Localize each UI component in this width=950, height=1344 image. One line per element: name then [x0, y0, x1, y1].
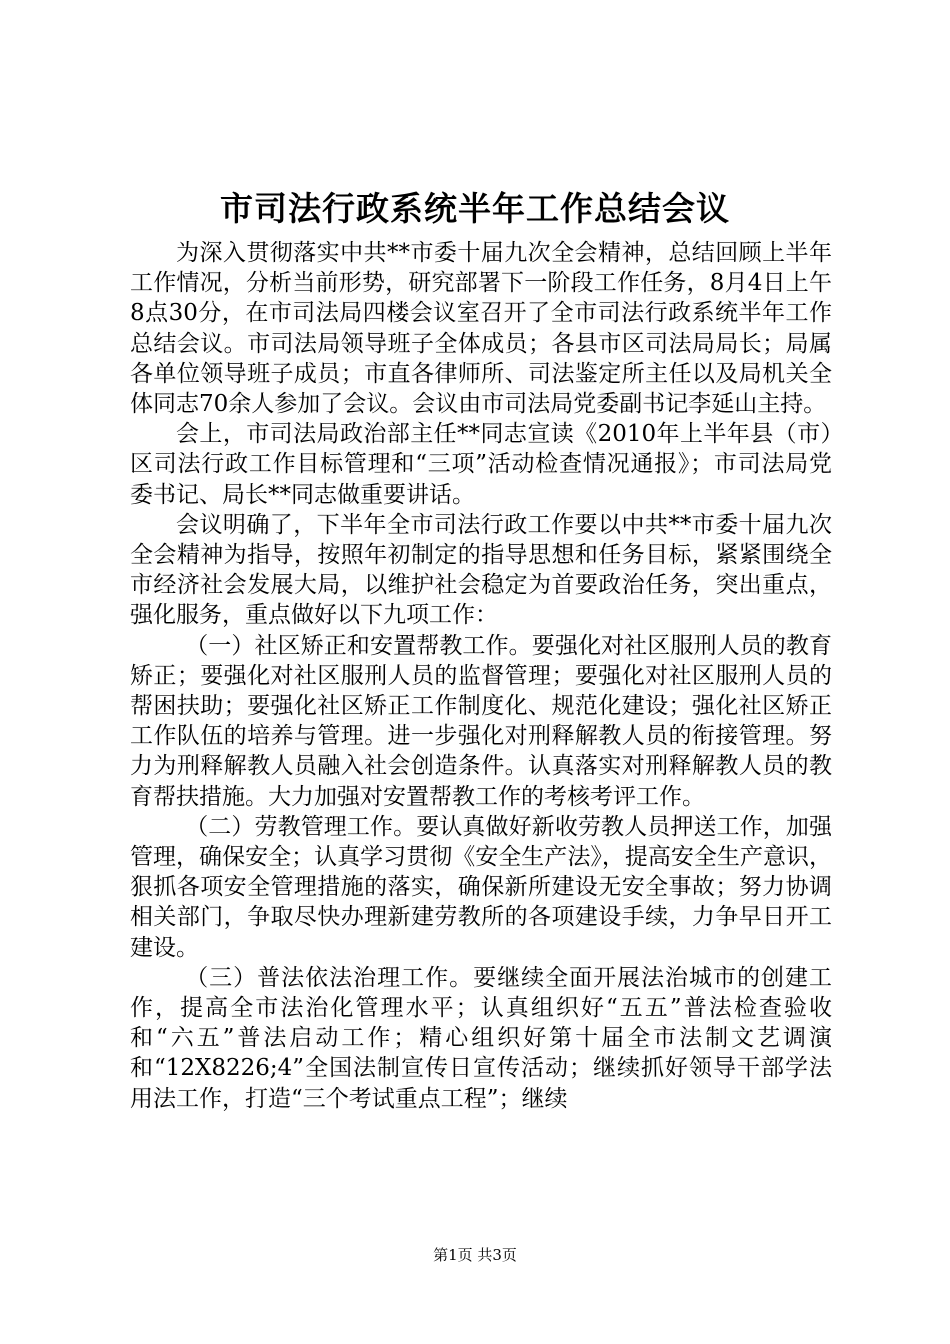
- document-body: [130, 238, 832, 1114]
- paragraph-intro: 为深入贯彻落实中共**市委十届九次全会精神，总结回顾上半年工作情况，分析当前形势，研究部署下一阶段工作任务，8月4日上午8点30分，在市司法局四楼会议室召开了全市司法行政系统半年工作总结会议。市司法局领导班子全体成员；各县市区司法局局长；局属各单位领导班子成员；市直各律师所、司法鉴定所主任以及局机关全体同志70余人参加了会议。会议由市司法局党委副书记李延山主持。: [130, 240, 832, 418]
- page-footer: 第1页 共3页: [433, 1246, 517, 1264]
- paragraph-item-2: （二）劳教管理工作。要认真做好新收劳教人员押送工作，加强管理，确保安全；认真学习贯彻《安全生产法》，提高安全生产意识，狠抓各项安全管理措施的落实，确保新所建设无安全事故；努力协调相关部门，争取尽快办理新建劳教所的各项建设手续，力争早日开工建设。: [130, 813, 832, 961]
- document-title: 市司法行政系统半年工作总结会议: [220, 189, 730, 228]
- paragraph-tasks: 会议明确了，下半年全市司法行政工作要以中共**市委十届九次全会精神为指导，按照年初制定的指导思想和任务目标，紧紧围绕全市经济社会发展大局，以维护社会稳定为首要政治任务，突出重点，强化服务，重点做好以下九项工作：: [130, 511, 832, 629]
- paragraph-item-3: （三）普法依法治理工作。要继续全面开展法治城市的创建工作，提高全市法治化管理水平；认真组织好“五五”普法检查验收和“六五”普法启动工作；精心组织好第十届全市法制文艺调演和“12X8226;4”全国法制宣传日宣传活动；继续抓好领导干部学法用法工作，打造“三个考试重点工程”；继续: [130, 964, 832, 1112]
- paragraph-meeting: 会上，市司法局政治部主任**同志宣读《2010年上半年县（市）区司法行政工作目标管理和“三项”活动检查情况通报》；市司法局党委书记、局长**同志做重要讲话。: [130, 421, 832, 508]
- paragraph-item-1: （一）社区矫正和安置帮教工作。要强化对社区服刑人员的教育矫正；要强化对社区服刑人员的监督管理；要强化对社区服刑人员的帮困扶助；要强化社区矫正工作制度化、规范化建设；强化社区矫正工作队伍的培养与管理。进一步强化对刑释解教人员的衔接管理。努力为刑释解教人员融入社会创造条件。认真落实对刑释解教人员的教育帮扶措施。大力加强对安置帮教工作的考核考评工作。: [130, 632, 832, 810]
